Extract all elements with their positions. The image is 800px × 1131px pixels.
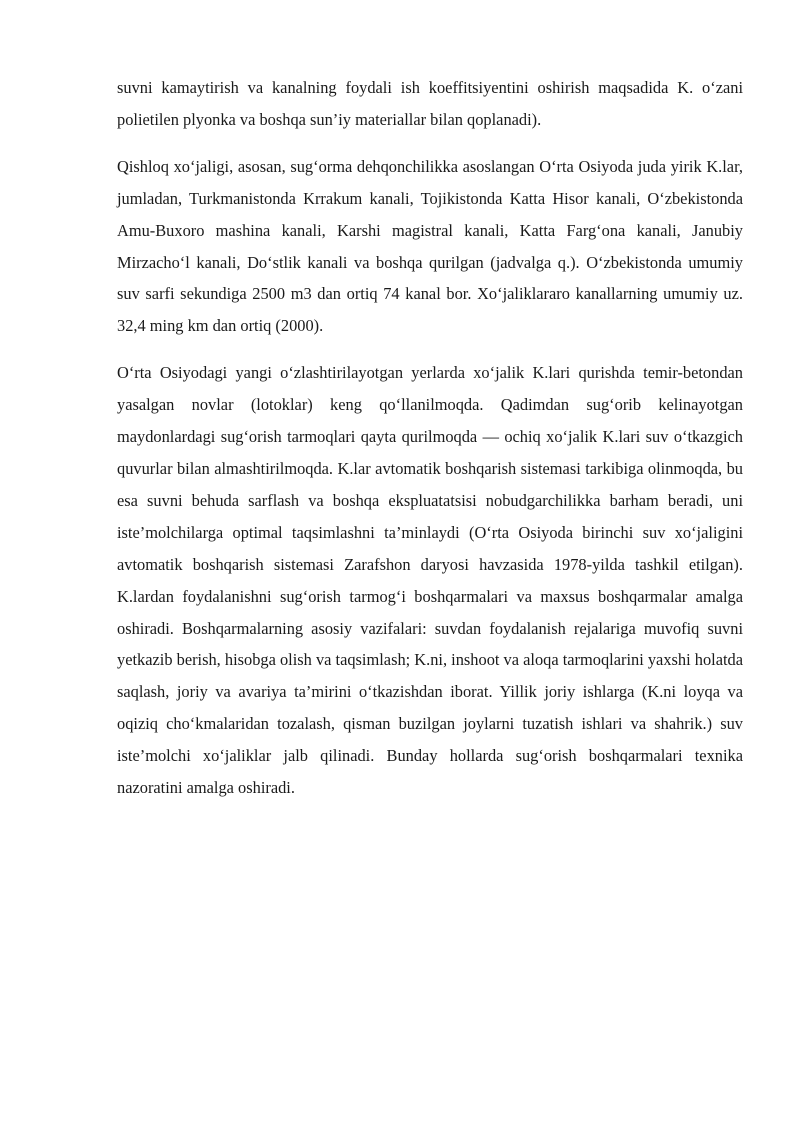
document-page [117,72,743,804]
paragraph-canal-management: Oʻrta Osiyodagi yangi oʻzlashtirilayotgan yerlarda xoʻjalik K.lari qurishda temir-betondan yasalgan novlar (lotoklar) keng qoʻllanilmoqda. Qadimdan sugʻorib kelinayotgan maydonlardagi sugʻorish tarmoqlari qayta qurilmoqda — ochiq xoʻjalik K.lari suv oʻtkazgich quvurlar bilan almashtirilmoqda. K.lar avtomatik boshqarish sistemasi tarkibiga olinmoqda, bu esa suvni behuda sarflash va boshqa ekspluatatsisi nobudgarchilikka barham beradi, uni iste’molchilarga optimal taqsimlashni ta’minlaydi (Oʻrta Osiyoda birinchi suv xoʻjaligini avtomatik boshqarish sistemasi Zarafshon daryosi havzasida 1978-yilda tashkil etilgan). K.lardan foydalanishni sugʻorish tarmogʻi boshqarmalari va maxsus boshqarmalar amalga oshiradi. Boshqarmalarning asosiy vazifalari: suvdan foydalanish rejalariga muvofiq suvni yetkazib berish, hisobga olish va taqsimlash; K.ni, inshoot va aloqa tarmoqlarini yaxshi holatda saqlash, joriy va avariya ta’mirini oʻtkazishdan iborat. Yillik joriy ishlarga (K.ni loyqa va oqiziq choʻkmalaridan tozalash, qisman buzilgan joylarni tuzatish ishlari va shahrik.) suv iste’molchi xoʻjaliklar jalb qilinadi. Bunday hollarda sugʻorish boshqarmalari texnika nazoratini amalga oshiradi. [117,363,743,798]
paragraph-canal-lining: suvni kamaytirish va kanalning foydali ish koeffitsiyentini oshirish maqsadida K. oʻzani polietilen plyonka va boshqa sun’iy materiallar bilan qoplanadi). [117,78,743,129]
paragraph-central-asia-canals: Qishloq xoʻjaligi, asosan, sugʻorma dehqonchilikka asoslangan Oʻrta Osiyoda juda yirik K.lar, jumladan, Turkmanistonda Krrakum kanali, Tojikistonda Katta Hisor kanali, Oʻzbekistonda Amu-Buxoro mashina kanali, Karshi magistral kanali, Katta Fargʻona kanali, Janubiy Mirzachoʻl kanali, Doʻstlik kanali va boshqa qurilgan (jadvalga q.). Oʻzbekistonda umumiy suv sarfi sekundiga 2500 m3 dan ortiq 74 kanal bor. Xoʻjaliklararo kanallarning umumiy uz. 32,4 ming km dan ortiq (2000). [117,156,743,336]
